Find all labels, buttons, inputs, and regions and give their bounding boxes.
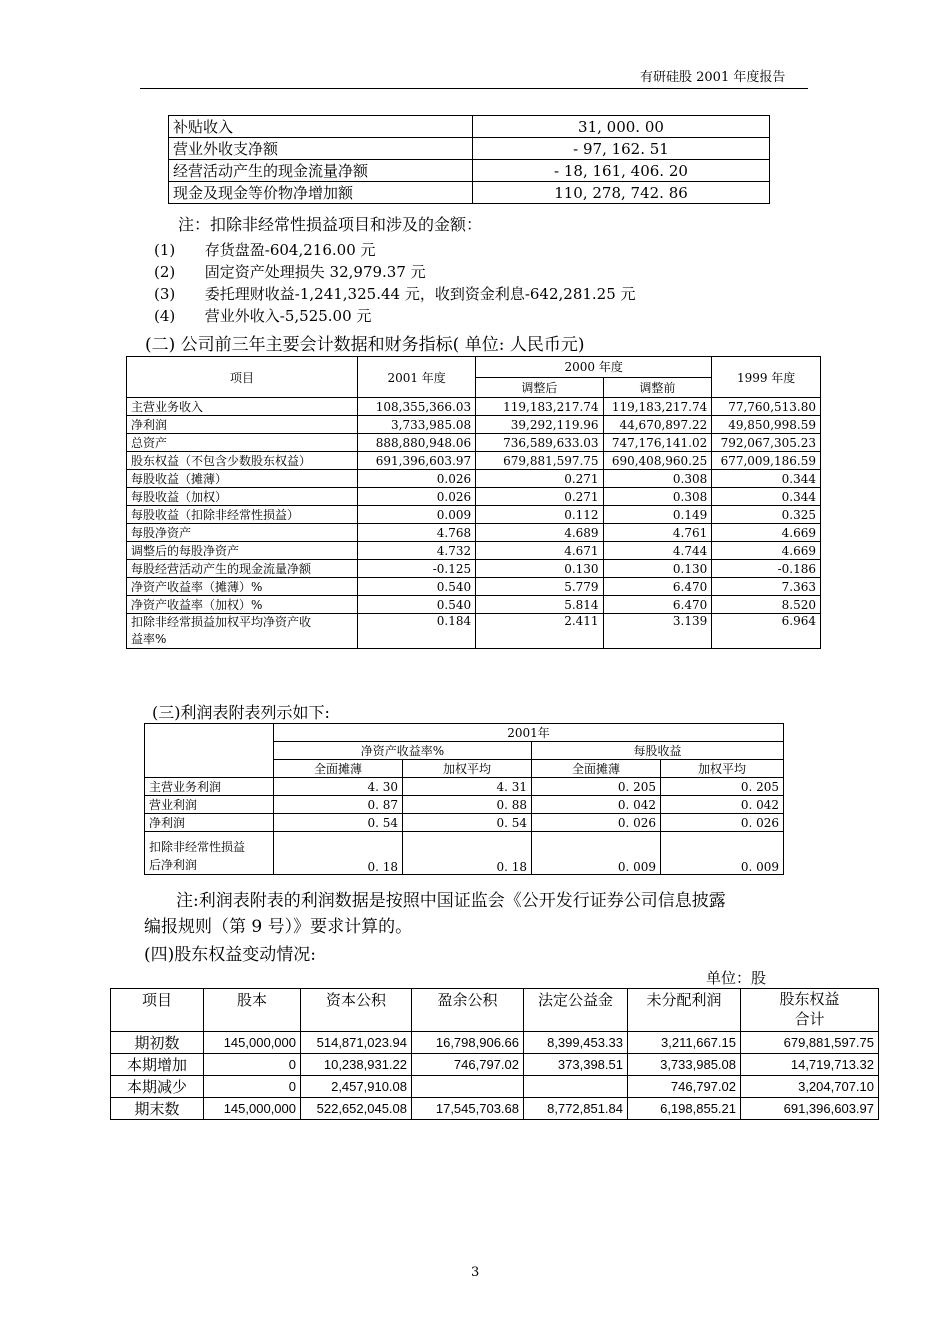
cell-adj-after: 679,881,597.75 bbox=[476, 452, 603, 470]
row-label-line: 后净利润 bbox=[149, 858, 198, 872]
table-row bbox=[127, 614, 821, 649]
table-row bbox=[169, 182, 770, 204]
section-3-note-line1: 注:利润表附表的利润数据是按照中国证监会《公开发行证券公司信息披露 bbox=[176, 891, 726, 911]
page-number: 3 bbox=[471, 1265, 480, 1280]
table-row bbox=[145, 814, 784, 832]
cell-adj-after: 0.130 bbox=[476, 560, 603, 578]
cell-stock: 145,000,000 bbox=[204, 1032, 301, 1054]
equity-changes-table bbox=[110, 988, 879, 1120]
col-header-capital: 资本公积 bbox=[301, 989, 412, 1032]
row-label: 每股收益（扣除非经常性损益） bbox=[127, 506, 358, 524]
row-value: 110, 278, 742. 86 bbox=[473, 182, 770, 204]
cell-d: 0. 026 bbox=[661, 814, 784, 832]
col-header-adj-after: 调整后 bbox=[476, 377, 603, 398]
col-header-2001: 2001 年度 bbox=[358, 357, 476, 398]
col-header-welfare: 法定公益金 bbox=[524, 989, 628, 1032]
note-item-num: (1) bbox=[154, 241, 176, 259]
cell-1999: 0.344 bbox=[712, 470, 821, 488]
col-header-roe: 净资产收益率% bbox=[274, 742, 532, 760]
cell-1999: 49,850,998.59 bbox=[712, 416, 821, 434]
cell-adj-after: 4.671 bbox=[476, 542, 603, 560]
header-row bbox=[145, 724, 784, 742]
cell-1999: 77,760,513.80 bbox=[712, 398, 821, 416]
cell-c: 0. 205 bbox=[532, 778, 661, 796]
cell-welfare: 8,399,453.33 bbox=[524, 1032, 628, 1054]
row-label: 每股收益（加权） bbox=[127, 488, 358, 506]
note-item-text: 营业外收入-5,525.00 元 bbox=[204, 307, 372, 325]
cell-adj-before: 747,176,141.02 bbox=[603, 434, 712, 452]
row-label bbox=[127, 614, 358, 649]
cell-a: 4. 30 bbox=[274, 778, 403, 796]
note-item-num: (3) bbox=[154, 285, 176, 303]
cell-1999: 0.325 bbox=[712, 506, 821, 524]
table-row bbox=[127, 524, 821, 542]
cell-c: 0. 009 bbox=[532, 832, 661, 875]
cell-equity: 679,881,597.75 bbox=[741, 1032, 879, 1054]
cell-adj-before: 44,670,897.22 bbox=[603, 416, 712, 434]
cell-welfare: 373,398.51 bbox=[524, 1054, 628, 1076]
table-row bbox=[111, 1032, 879, 1054]
row-label: 调整后的每股净资产 bbox=[127, 542, 358, 560]
row-label: 净资产收益率（摊薄）% bbox=[127, 578, 358, 596]
cell-adj-after: 0.112 bbox=[476, 506, 603, 524]
cell-welfare bbox=[524, 1076, 628, 1098]
cell-a: 0. 18 bbox=[274, 832, 403, 875]
cell-adj-before: 690,408,960.25 bbox=[603, 452, 712, 470]
row-label: 营业外收支净额 bbox=[169, 138, 473, 160]
cell-2001: 0.026 bbox=[358, 488, 476, 506]
cell-1999: 7.363 bbox=[712, 578, 821, 596]
table-row bbox=[127, 452, 821, 470]
cell-1999: 4.669 bbox=[712, 524, 821, 542]
row-label: 主营业务收入 bbox=[127, 398, 358, 416]
cell-2001: 0.540 bbox=[358, 596, 476, 614]
col-header-surplus: 盈余公积 bbox=[412, 989, 524, 1032]
cell-stock: 145,000,000 bbox=[204, 1098, 301, 1120]
row-label: 营业利润 bbox=[145, 796, 274, 814]
cell-2001: -0.125 bbox=[358, 560, 476, 578]
table-row bbox=[111, 1054, 879, 1076]
cell-undist: 3,211,667.15 bbox=[628, 1032, 741, 1054]
col-header-wavg1: 加权平均 bbox=[403, 760, 532, 778]
table-row bbox=[127, 398, 821, 416]
row-label-line: 益率% bbox=[131, 632, 167, 646]
row-label: 净资产收益率（加权）% bbox=[127, 596, 358, 614]
row-label: 总资产 bbox=[127, 434, 358, 452]
summary-table bbox=[168, 115, 770, 204]
cell-adj-after: 39,292,119.96 bbox=[476, 416, 603, 434]
col-header-item: 项目 bbox=[127, 357, 358, 398]
row-label: 每股经营活动产生的现金流量净额 bbox=[127, 560, 358, 578]
cell-adj-before: 0.308 bbox=[603, 470, 712, 488]
row-label-line: 扣除非经常性损益 bbox=[149, 840, 246, 854]
table-row bbox=[169, 116, 770, 138]
row-label: 期末数 bbox=[111, 1098, 204, 1120]
cell-capital: 10,238,931.22 bbox=[301, 1054, 412, 1076]
row-label: 净利润 bbox=[145, 814, 274, 832]
note-item-text: 存货盘盈-604,216.00 元 bbox=[204, 241, 376, 259]
table-row bbox=[169, 138, 770, 160]
table-row bbox=[127, 542, 821, 560]
cell-2001: 4.768 bbox=[358, 524, 476, 542]
cell-2001: 4.732 bbox=[358, 542, 476, 560]
cell-1999: -0.186 bbox=[712, 560, 821, 578]
row-value: - 97, 162. 51 bbox=[473, 138, 770, 160]
cell-1999: 6.964 bbox=[712, 614, 821, 649]
cell-adj-after: 0.271 bbox=[476, 488, 603, 506]
cell-adj-before: 6.470 bbox=[603, 596, 712, 614]
col-header-2000: 2000 年度 bbox=[476, 357, 712, 378]
row-value: - 18, 161, 406. 20 bbox=[473, 160, 770, 182]
note-item-num: (2) bbox=[154, 263, 176, 281]
table-row bbox=[127, 470, 821, 488]
cell-adj-after: 5.814 bbox=[476, 596, 603, 614]
col-header-year: 2001年 bbox=[274, 724, 784, 742]
cell-c: 0. 042 bbox=[532, 796, 661, 814]
cell-2001: 0.026 bbox=[358, 470, 476, 488]
header-row bbox=[127, 357, 821, 378]
cell-undist: 3,733,985.08 bbox=[628, 1054, 741, 1076]
col-header-equity bbox=[741, 989, 879, 1032]
note-item-num: (4) bbox=[154, 307, 176, 325]
financial-indicators-table bbox=[126, 356, 821, 649]
cell-adj-after: 0.271 bbox=[476, 470, 603, 488]
cell-surplus: 746,797.02 bbox=[412, 1054, 524, 1076]
cell-adj-before: 4.744 bbox=[603, 542, 712, 560]
unit-label: 单位：股 bbox=[706, 969, 767, 987]
cell-1999: 0.344 bbox=[712, 488, 821, 506]
cell-undist: 746,797.02 bbox=[628, 1076, 741, 1098]
cell-d: 0. 009 bbox=[661, 832, 784, 875]
cell-a: 0. 54 bbox=[274, 814, 403, 832]
table-row bbox=[145, 778, 784, 796]
row-label: 主营业务利润 bbox=[145, 778, 274, 796]
table-row bbox=[145, 796, 784, 814]
table-row bbox=[145, 832, 784, 875]
header-rule bbox=[140, 88, 808, 89]
cell-surplus bbox=[412, 1076, 524, 1098]
note-item bbox=[154, 283, 636, 304]
row-value: 31, 000. 00 bbox=[473, 116, 770, 138]
note-item-text: 委托理财收益-1,241,325.44 元，收到资金利息-642,281.25 元 bbox=[204, 285, 636, 303]
row-label bbox=[145, 832, 274, 875]
cell-equity: 3,204,707.10 bbox=[741, 1076, 879, 1098]
col-header-undist: 未分配利润 bbox=[628, 989, 741, 1032]
cell-adj-after: 736,589,633.03 bbox=[476, 434, 603, 452]
row-label: 每股净资产 bbox=[127, 524, 358, 542]
row-label: 本期减少 bbox=[111, 1076, 204, 1098]
corner-cell bbox=[145, 724, 274, 778]
note-title: 注：扣除非经常性损益项目和涉及的金额： bbox=[178, 215, 483, 234]
cell-b: 0. 88 bbox=[403, 796, 532, 814]
table-row bbox=[127, 596, 821, 614]
section-4-title: (四)股东权益变动情况: bbox=[144, 945, 316, 965]
header-row bbox=[111, 989, 879, 1032]
table-row bbox=[127, 488, 821, 506]
row-label-line: 扣除非经常损益加权平均净资产收 bbox=[131, 615, 312, 629]
cell-capital: 522,652,045.08 bbox=[301, 1098, 412, 1120]
cell-b: 4. 31 bbox=[403, 778, 532, 796]
note-item bbox=[154, 261, 426, 282]
col-header-wavg2: 加权平均 bbox=[661, 760, 784, 778]
cell-stock: 0 bbox=[204, 1076, 301, 1098]
section-2-title: (二) 公司前三年主要会计数据和财务指标( 单位: 人民币元) bbox=[145, 335, 585, 355]
table-row bbox=[169, 160, 770, 182]
col-header-line: 合计 bbox=[794, 1010, 825, 1028]
cell-2001: 0.009 bbox=[358, 506, 476, 524]
cell-adj-before: 0.308 bbox=[603, 488, 712, 506]
cell-2001: 691,396,603.97 bbox=[358, 452, 476, 470]
cell-1999: 677,009,186.59 bbox=[712, 452, 821, 470]
page-header-title: 有研硅股 2001 年度报告 bbox=[640, 70, 786, 85]
cell-adj-before: 6.470 bbox=[603, 578, 712, 596]
col-header-1999: 1999 年度 bbox=[712, 357, 821, 398]
table-row bbox=[127, 416, 821, 434]
section-3-note-line2: 编报规则（第 9 号）》要求计算的。 bbox=[144, 917, 413, 937]
col-header-stock: 股本 bbox=[204, 989, 301, 1032]
table-row bbox=[127, 506, 821, 524]
cell-adj-before: 0.130 bbox=[603, 560, 712, 578]
cell-surplus: 17,545,703.68 bbox=[412, 1098, 524, 1120]
cell-2001: 3,733,985.08 bbox=[358, 416, 476, 434]
cell-adj-after: 4.689 bbox=[476, 524, 603, 542]
cell-b: 0. 54 bbox=[403, 814, 532, 832]
row-label: 补贴收入 bbox=[169, 116, 473, 138]
cell-adj-before: 119,183,217.74 bbox=[603, 398, 712, 416]
section-3-title: (三)利润表附表列示如下: bbox=[152, 703, 330, 722]
cell-stock: 0 bbox=[204, 1054, 301, 1076]
cell-adj-after: 5.779 bbox=[476, 578, 603, 596]
cell-2001: 108,355,366.03 bbox=[358, 398, 476, 416]
note-item-text: 固定资产处理损失 32,979.37 元 bbox=[204, 263, 426, 281]
cell-adj-before: 4.761 bbox=[603, 524, 712, 542]
row-label: 期初数 bbox=[111, 1032, 204, 1054]
cell-undist: 6,198,855.21 bbox=[628, 1098, 741, 1120]
cell-2001: 888,880,948.06 bbox=[358, 434, 476, 452]
cell-b: 0. 18 bbox=[403, 832, 532, 875]
cell-d: 0. 042 bbox=[661, 796, 784, 814]
cell-a: 0. 87 bbox=[274, 796, 403, 814]
cell-2001: 0.184 bbox=[358, 614, 476, 649]
cell-adj-before: 3.139 bbox=[603, 614, 712, 649]
col-header-line: 股东权益 bbox=[779, 990, 840, 1008]
row-label: 净利润 bbox=[127, 416, 358, 434]
col-header-full1: 全面摊薄 bbox=[274, 760, 403, 778]
cell-equity: 691,396,603.97 bbox=[741, 1098, 879, 1120]
col-header-full2: 全面摊薄 bbox=[532, 760, 661, 778]
table-row bbox=[111, 1076, 879, 1098]
row-label: 每股收益（摊薄） bbox=[127, 470, 358, 488]
cell-adj-before: 0.149 bbox=[603, 506, 712, 524]
cell-d: 0. 205 bbox=[661, 778, 784, 796]
note-item bbox=[154, 305, 371, 326]
cell-welfare: 8,772,851.84 bbox=[524, 1098, 628, 1120]
cell-1999: 792,067,305.23 bbox=[712, 434, 821, 452]
cell-capital: 514,871,023.94 bbox=[301, 1032, 412, 1054]
cell-equity: 14,719,713.32 bbox=[741, 1054, 879, 1076]
profit-appendix-table bbox=[144, 723, 784, 875]
row-label: 股东权益（不包含少数股东权益） bbox=[127, 452, 358, 470]
cell-1999: 8.520 bbox=[712, 596, 821, 614]
col-header-eps: 每股收益 bbox=[532, 742, 784, 760]
cell-capital: 2,457,910.08 bbox=[301, 1076, 412, 1098]
cell-adj-after: 119,183,217.74 bbox=[476, 398, 603, 416]
row-label: 本期增加 bbox=[111, 1054, 204, 1076]
table-row bbox=[127, 434, 821, 452]
row-label: 经营活动产生的现金流量净额 bbox=[169, 160, 473, 182]
cell-adj-after: 2.411 bbox=[476, 614, 603, 649]
col-header-item: 项目 bbox=[111, 989, 204, 1032]
cell-2001: 0.540 bbox=[358, 578, 476, 596]
table-row bbox=[127, 578, 821, 596]
note-item bbox=[154, 239, 376, 260]
cell-surplus: 16,798,906.66 bbox=[412, 1032, 524, 1054]
table-row bbox=[111, 1098, 879, 1120]
cell-c: 0. 026 bbox=[532, 814, 661, 832]
row-label: 现金及现金等价物净增加额 bbox=[169, 182, 473, 204]
cell-1999: 4.669 bbox=[712, 542, 821, 560]
table-row bbox=[127, 560, 821, 578]
col-header-adj-before: 调整前 bbox=[603, 377, 712, 398]
